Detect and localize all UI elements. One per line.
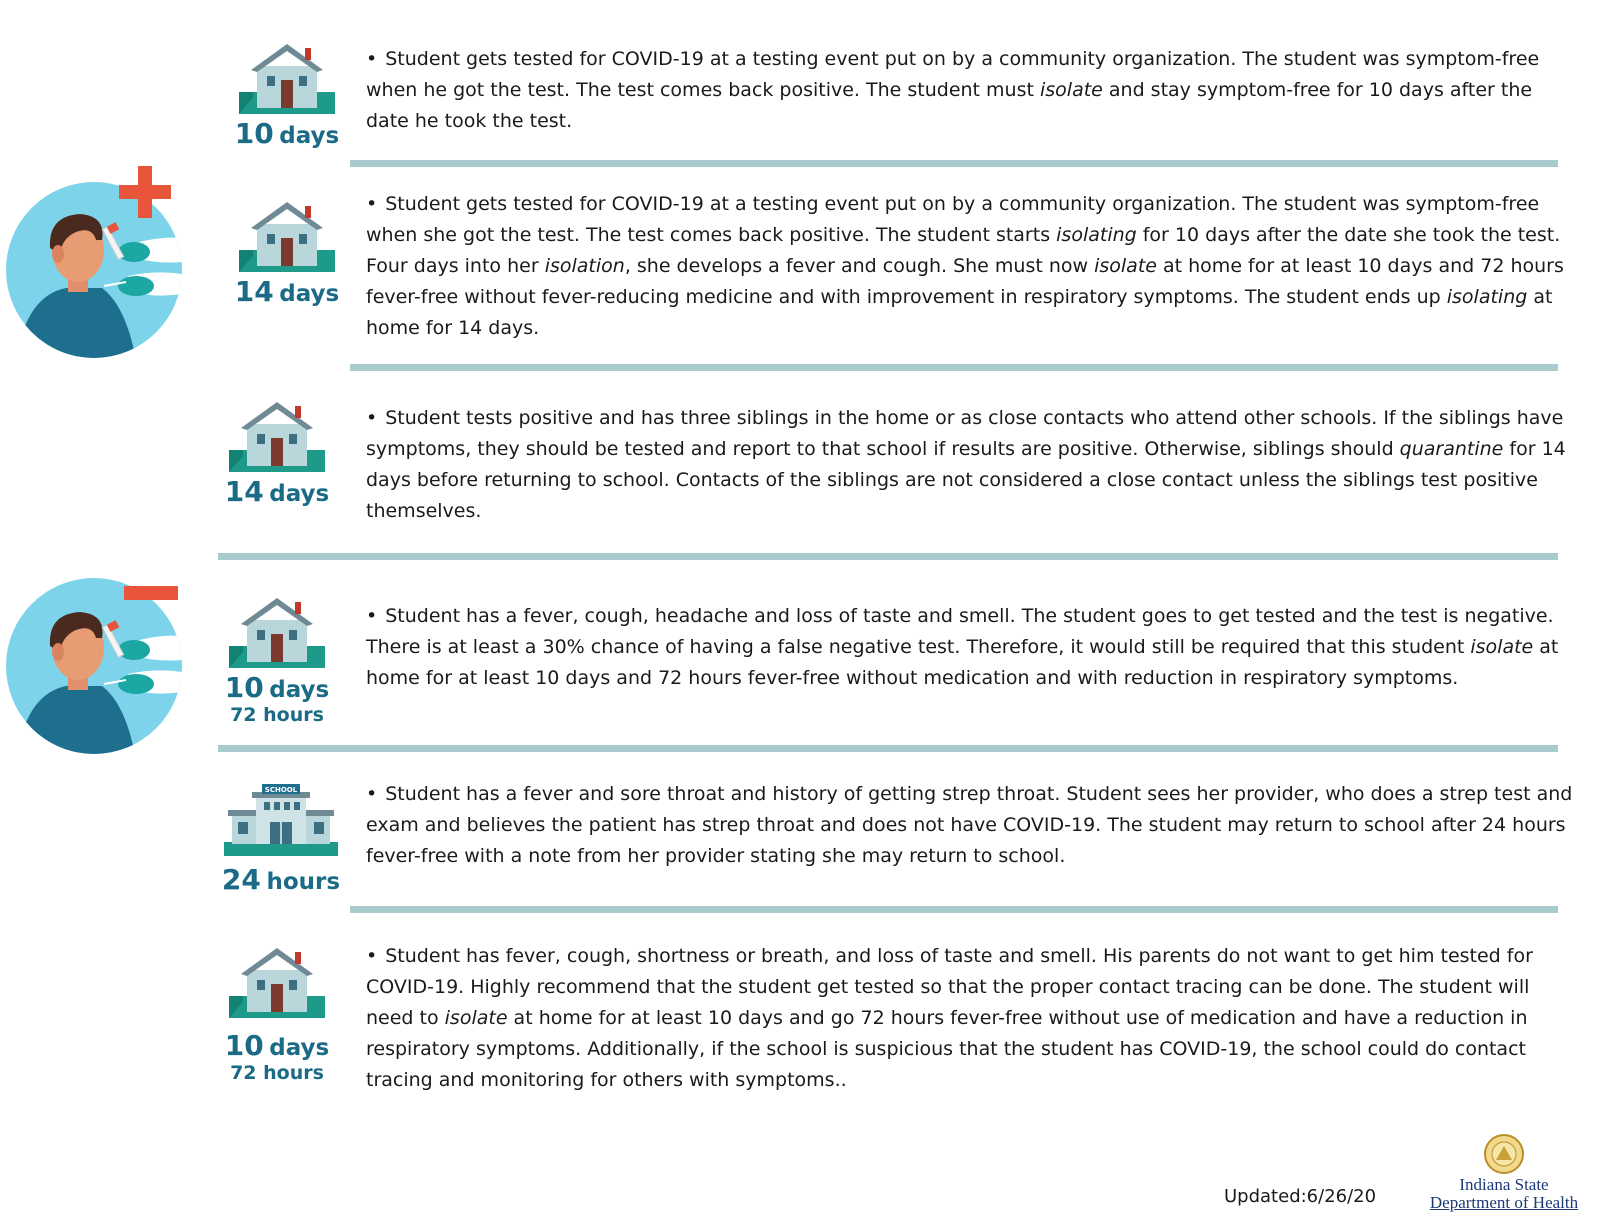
duration-block [228,40,346,148]
duration-unit: days [269,677,330,703]
emphasis-text: isolate [1094,255,1157,277]
bullet: • [366,783,378,805]
duration-number: 10 [224,671,264,704]
house-icon [229,944,325,1018]
divider [350,364,1558,371]
emphasis-text: isolate [1470,636,1534,658]
emphasis-text: isolating [1446,286,1528,308]
school-icon [224,782,338,856]
divider [350,906,1558,913]
isdh-logo [1420,1134,1588,1212]
positive-test-icon [6,166,182,360]
text-run: at home for at least 10 days and go 72 hours fever-free without use of medication and have a reduction in respiratory symptoms. Additionally, if the school is suspicious that the student has COVID-19, the school could do contact tracing and monitoring for others with symptoms.. [366,1007,1528,1091]
bullet: • [366,605,378,627]
duration-number: 14 [224,475,264,508]
text-run: and stay symptom-free for 10 days after the date he took the test. [366,79,1533,132]
bullet: • [366,48,378,70]
duration-label [218,1029,336,1062]
duration-number: 24 [221,863,261,896]
scenario-text [366,44,1578,137]
text-run: at home for 14 days. [366,286,1553,339]
text-run: Student has fever, cough, shortness or breath, and loss of taste and smell. His parents do not want to get him tested for COVID-19. Highly recommend that the student get tested so that the proper contact tracing can be done. The student will need to [366,945,1533,1029]
emphasis-text: isolating [1056,224,1137,246]
scenario-text [366,189,1578,344]
negative-test-icon [6,576,182,760]
text-run: at home for at least 10 days and 72 hours fever-free without medication and with reduction in respiratory symptoms. [366,636,1559,689]
school-sign-label: SCHOOL [264,786,298,794]
duration-unit: days [269,481,330,507]
scenario-text [366,941,1578,1096]
duration-label [228,275,346,308]
duration-sub-label: 72 hours [230,704,324,726]
text-run: for 14 days before returning to school. Contacts of the siblings are not considered a close contact unless the siblings test positive themselves. [366,438,1566,522]
duration-label [228,117,346,150]
duration-block [216,782,346,894]
text-run: Student has a fever, cough, headache and loss of taste and smell. The student goes to get tested and the test is negative. There is at least a 30% chance of having a false negative test. Therefore, it would still be required that this student [366,605,1554,658]
scenario-text [366,779,1578,872]
house-icon [229,594,325,668]
text-run: Student gets tested for COVID-19 at a testing event put on by a community organization. The student was symptom-free when he got the test. The test comes back positive. The student must [366,48,1540,101]
bullet: • [366,193,378,215]
state-seal-icon [1484,1134,1524,1174]
duration-unit: days [269,1035,330,1061]
duration-label [218,671,336,704]
duration-sub-label: 72 hours [230,1062,324,1084]
duration-number: 14 [234,275,274,308]
text-run: Student tests positive and has three siblings in the home or as close contacts who attend other schools. If the siblings have symptoms, they should be tested and report to that school if results are positive. Otherwise, siblings should [366,407,1564,460]
house-icon [239,40,335,114]
duration-unit: days [279,281,340,307]
duration-number: 10 [234,117,274,150]
org-name-line1: Indiana State [1459,1175,1549,1194]
duration-unit: days [279,123,340,149]
house-icon [239,198,335,272]
text-run: at home for at least 10 days and 72 hours fever-free without fever-reducing medicine and with improvement in respiratory symptoms. The student ends up [366,255,1564,308]
duration-block [218,944,336,1083]
bullet: • [366,945,378,967]
emphasis-text: isolate [1039,79,1103,101]
org-name-line2: Department of Health [1429,1193,1579,1212]
duration-label [216,863,346,896]
duration-label [218,475,336,508]
duration-block [228,198,346,306]
text-run: , she develops a fever and cough. She must now [624,255,1095,277]
divider [350,160,1558,167]
text-run: Student has a fever and sore throat and history of getting strep throat. Student sees her provider, who does a strep test and exam and believes the patient has strep throat and does not have COVID-19. The student may return to school after 24 hours fever-free with a note from her provider stating she may return to school. [366,783,1573,867]
duration-unit: hours [266,869,341,895]
duration-block [218,594,336,725]
divider [218,553,1558,560]
duration-number: 10 [224,1029,264,1062]
text-run: Student gets tested for COVID-19 at a testing event put on by a community organization. The student was symptom-free when she got the test. The test comes back positive. The student starts [366,193,1540,246]
scenario-text [366,601,1578,694]
divider [218,745,1558,752]
bullet: • [366,407,378,429]
emphasis-text: isolation [544,255,625,277]
house-icon [229,398,325,472]
scenario-text [366,403,1578,527]
duration-block [218,398,336,506]
emphasis-text: isolate [444,1007,508,1029]
text-run: for 10 days after the date she took the test. Four days into her [366,224,1561,277]
emphasis-text: quarantine [1399,438,1504,460]
updated-date: Updated:6/26/20 [1224,1186,1377,1207]
